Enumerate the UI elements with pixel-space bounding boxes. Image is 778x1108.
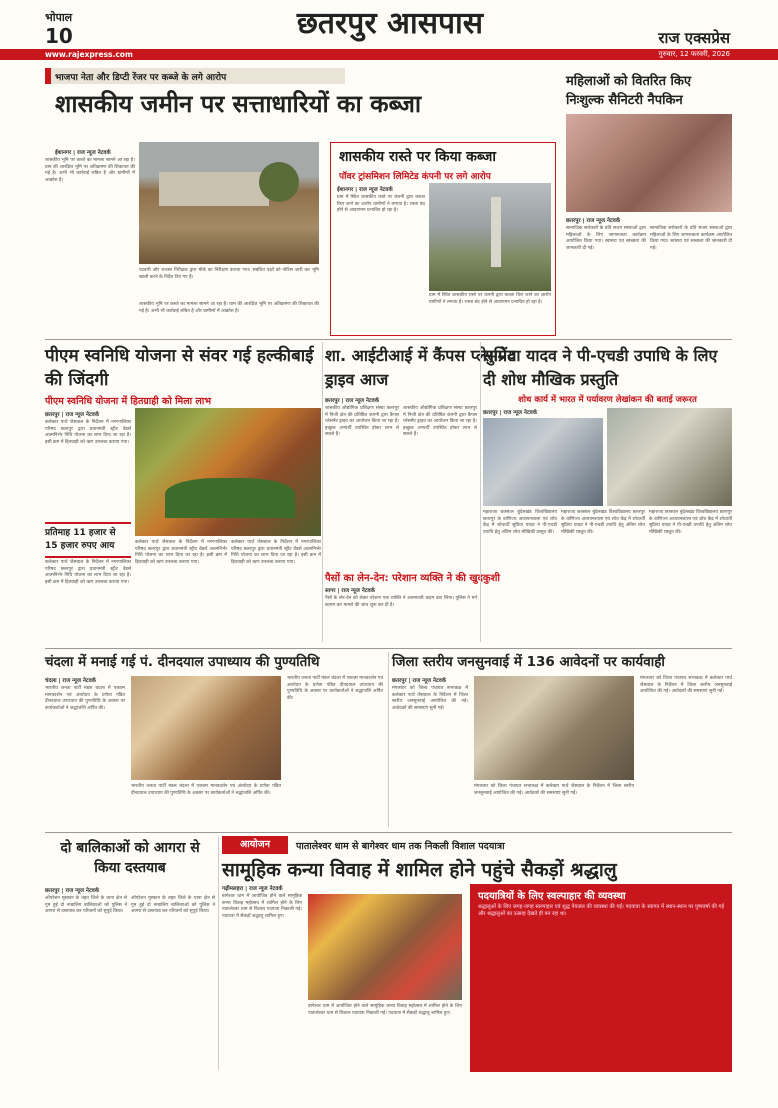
women-byline: छतरपुर | राज न्यूज नेटवर्क (566, 218, 621, 224)
phd-body: महाराजा छत्रसाल बुंदेलखंड विश्वविद्यालय छतरपुर के वाणिज्य अध्ययनशाला एवं शोध केंद्र में शोधार्थी सुप्रिया यादव ने पी-एचडी उपाधि हेतु अंतिम शोध मौखिकी प्रस्तुत की। (483, 510, 557, 535)
lead-kicker (45, 68, 345, 84)
tower-shape (491, 197, 501, 267)
iti-body: शासकीय औद्योगिक प्रशिक्षण संस्था छतरपुर में निजी क्षेत्र की प्रतिष्ठित कंपनी द्वारा कैंपस प्लेसमेंट ड्राइव का आयोजन किया जा रहा है। इच्छुक अभ्यर्थी उपस्थित होकर लाभ ले सकते हैं। (325, 406, 399, 438)
page-number: 10 (45, 24, 73, 48)
svanidhi-body-2: कलेक्टर पार्थ जैसवाल के निर्देशन में नगरपालिका परिषद छतरपुर द्वारा प्रधानमंत्री स्ट्रीट वेंडर्स आत्मनिर्भर निधि योजना का लाभ दिया जा रहा है। इसी क्रम में हितग्राही को ऋण उपलब्ध कराया गया। (45, 560, 131, 585)
marriage-byline: गढ़ीमलहरा | राज न्यूज नेटवर्क (222, 886, 283, 892)
svanidhi-body: कलेक्टर पार्थ जैसवाल के निर्देशन में नगरपालिका परिषद छतरपुर द्वारा प्रधानमंत्री स्ट्रीट वेंडर्स आत्मनिर्भर निधि योजना का लाभ दिया जा रहा है। इसी क्रम में हितग्राही को ऋण उपलब्ध कराया गया। (45, 420, 131, 445)
marriage-headline: सामूहिक कन्या विवाह में शामिल होने पहुंचे सैकड़ों श्रद्धालु (222, 859, 617, 881)
paper-name: राज एक्सप्रेस (658, 29, 730, 47)
website-link[interactable]: www.rajexpress.com (45, 50, 133, 59)
agra-body-2: ऑपरेशन मुस्कान के तहत जिले के थाना क्षेत्र से गुम हुई दो नाबालिग बालिकाओं को पुलिस ने आगरा से दस्तयाब कर परिजनों को सुपुर्द किया। (131, 896, 215, 915)
vegetable-pile (165, 478, 295, 518)
divider-2 (45, 648, 732, 649)
col-rule-1 (322, 342, 323, 642)
deendayal-headline: चंदला में मनाई गई पं. दीनदयाल उपाध्याय की पुण्यतिथि (45, 654, 320, 670)
phd-body-2: महाराजा छत्रसाल बुंदेलखंड विश्वविद्यालय छतरपुर के वाणिज्य अध्ययनशाला एवं शोध केंद्र में शोधार्थी सुप्रिया यादव ने पी-एचडी उपाधि हेतु अंतिम शोध मौखिकी प्रस्तुत की। (561, 510, 645, 535)
inset-body: ग्राम में स्थित शासकीय रास्ते पर कंपनी द्वारा कब्जा किए जाने का आरोप ग्रामीणों ने लगाया है। रास्ता बंद होने से आवागमन प्रभावित हो रहा है। (337, 195, 425, 214)
issue-date: गुरुवार, 12 फरवरी, 2026 (658, 50, 730, 58)
deendayal-body: भारतीय जनता पार्टी मंडल चंदला में एकात्म मानवदर्शन एवं अंत्योदय के प्रणेता पंडित दीनदयाल उपाध्याय की पुण्यतिथि के अवसर पर कार्यकर्ताओं ने श्रद्धांजलि अर्पित की। (45, 686, 125, 711)
hearing-body: मंगलवार को जिला पंचायत सभाकक्ष में कलेक्टर पार्थ जैसवाल के निर्देशन में जिला स्तरीय जनसुनवाई आयोजित की गई। आवेदकों की समस्याएं सुनी गईं। (392, 686, 468, 711)
hearing-photo (474, 676, 634, 780)
women-body-2: सामाजिक सरोकारों के प्रति सजग संस्थाओं द्वारा महिलाओं के लिए जागरूकता कार्यक्रम आयोजित किया गया। स्वास्थ्य एवं स्वच्छता की जानकारी दी गई। (650, 226, 732, 251)
hearing-body-3: मंगलवार को जिला पंचायत सभाकक्ष में कलेक्टर पार्थ जैसवाल के निर्देशन में जिला स्तरीय जनसुनवाई आयोजित की गई। आवेदकों की समस्याएं सुनी गईं। (640, 676, 732, 695)
padyatra-box-title: पदयात्रियों के लिए स्वल्पाहार की व्यवस्था (478, 891, 626, 902)
deendayal-photo (131, 676, 281, 780)
svanidhi-photo (135, 408, 321, 536)
phd-subhead: शोध कार्य में भारत में पर्यावरण लेखांकन की बताई जरूरत (518, 395, 697, 405)
hearing-byline: छतरपुर | राज न्यूज नेटवर्क (392, 678, 447, 684)
svanidhi-body-3: कलेक्टर पार्थ जैसवाल के निर्देशन में नगरपालिका परिषद छतरपुर द्वारा प्रधानमंत्री स्ट्रीट वेंडर्स आत्मनिर्भर निधि योजना का लाभ दिया जा रहा है। इसी क्रम में हितग्राही को ऋण उपलब्ध कराया गया। (135, 540, 227, 565)
women-headline: महिलाओं को वितरित किए निःशुल्क सैनिटरी नैपकिन (566, 74, 692, 108)
svanidhi-subhead: पीएम स्वनिधि योजना में हितग्राही को मिला लाभ (45, 396, 212, 407)
col-rule-3 (388, 652, 389, 827)
marriage-story (222, 836, 732, 1072)
iti-headline: शा. आईटीआई में कैंपस प्लेसमेंट ड्राइव आज (325, 346, 516, 389)
divider-3 (45, 832, 732, 833)
iti-byline: छतरपुर | राज न्यूज नेटवर्क (325, 398, 380, 404)
lead-kicker-text: भाजपा नेता और डिप्टी रेंजर पर कब्जे के लगे आरोप (55, 73, 227, 83)
inset-story (330, 142, 556, 336)
col-rule-2 (480, 342, 481, 642)
padyatra-box-body: श्रद्धालुओं के लिए जगह-जगह स्वल्पाहार एवं शुद्ध पेयजल की व्यवस्था की गई। पदयात्रा के स्वागत में स्थान-स्थान पर पुष्पवर्षा की गई और श्रद्धालुओं का उत्साह देखते ही बन रहा था। (478, 904, 724, 918)
masthead (0, 0, 778, 64)
marriage-body: बागेश्वर धाम में आयोजित होने वाले सामूहिक कन्या विवाह महोत्सव में शामिल होने के लिए पातालेश्वर धाम से विशाल पदयात्रा निकाली गई। पदयात्रा में सैकड़ों श्रद्धालु शामिल हुए। (222, 894, 302, 919)
women-story (562, 66, 732, 338)
lead-body-3: शासकीय भूमि पर कब्जे का मामला सामने आ रहा है। ग्राम की आरक्षित भूमि पर अतिक्रमण की शिकायत की गई है। अभी भी कार्रवाई लंबित है और ग्रामीणों में आक्रोश है। (139, 302, 319, 314)
deendayal-body-2: भारतीय जनता पार्टी मंडल चंदला में एकात्म मानवदर्शन एवं अंत्योदय के प्रणेता पंडित दीनदयाल उपाध्याय की पुण्यतिथि के अवसर पर कार्यकर्ताओं ने श्रद्धांजलि अर्पित की। (131, 784, 281, 796)
svanidhi-pullquote: प्रतिमाह 11 हजार से 15 हजार रुपए आय (45, 522, 131, 558)
svanidhi-headline: पीएम स्वनिधि योजना से संवर गई हल्कीबाई की जिंदगी (45, 346, 314, 390)
women-photo (566, 114, 732, 212)
inset-body-2: ग्राम में स्थित शासकीय रास्ते पर कंपनी द्वारा कब्जा किए जाने का आरोप ग्रामीणों ने लगाया है। रास्ता बंद होने से आवागमन प्रभावित हो रहा है। (429, 293, 551, 305)
phd-photo-1 (483, 418, 603, 506)
inset-photo (429, 183, 551, 291)
hearing-headline: जिला स्तरीय जनसुनवाई में 136 आवेदनों पर कार्यवाही (392, 654, 665, 670)
building-shape (159, 172, 269, 206)
col-rule-4 (218, 836, 219, 1070)
hearing-body-2: मंगलवार को जिला पंचायत सभाकक्ष में कलेक्टर पार्थ जैसवाल के निर्देशन में जिला स्तरीय जनसुनवाई आयोजित की गई। आवेदकों की समस्याएं सुनी गईं। (474, 784, 634, 796)
marriage-kicker: पातालेश्वर धाम से बागेश्वर धाम तक निकली विशाल पदयात्रा (296, 841, 505, 852)
lead-photo (139, 142, 319, 264)
deendayal-story (45, 652, 385, 830)
marriage-tag: आयोजन (222, 836, 288, 854)
phd-headline: सुप्रिया यादव ने पी-एचडी उपाधि के लिए दी शोध मौखिक प्रस्तुति (483, 346, 718, 389)
agra-body: ऑपरेशन मुस्कान के तहत जिले के थाना क्षेत्र से गुम हुई दो नाबालिग बालिकाओं को पुलिस ने आगरा से दस्तयाब कर परिजनों को सुपुर्द किया। (45, 896, 127, 915)
lead-headline: शासकीय जमीन पर सत्ताधारियों का कब्जा (55, 90, 422, 118)
lead-body-1: शासकीय भूमि पर कब्जे का मामला सामने आ रहा है। ग्राम की आरक्षित भूमि पर अतिक्रमण की शिकायत की गई है। अभी भी कार्रवाई लंबित है और ग्रामीणों में आक्रोश है। (45, 158, 135, 183)
inset-headline: शासकीय रास्ते पर किया कब्जा (339, 149, 496, 165)
marriage-body-2: बागेश्वर धाम में आयोजित होने वाले सामूहिक कन्या विवाह महोत्सव में शामिल होने के लिए पातालेश्वर धाम से विशाल पदयात्रा निकाली गई। पदयात्रा में सैकड़ों श्रद्धालु शामिल हुए। (308, 1004, 462, 1016)
agra-story (45, 836, 215, 1072)
agra-byline: छतरपुर | राज न्यूज नेटवर्क (45, 888, 100, 894)
page-title: छतरपुर आसपास (296, 6, 484, 41)
phd-body-3: महाराजा छत्रसाल बुंदेलखंड विश्वविद्यालय छतरपुर के वाणिज्य अध्ययनशाला एवं शोध केंद्र में शोधार्थी सुप्रिया यादव ने पी-एचडी उपाधि हेतु अंतिम शोध मौखिकी प्रस्तुत की। (649, 510, 732, 535)
svanidhi-body-4: कलेक्टर पार्थ जैसवाल के निर्देशन में नगरपालिका परिषद छतरपुर द्वारा प्रधानमंत्री स्ट्रीट वेंडर्स आत्मनिर्भर निधि योजना का लाभ दिया जा रहा है। इसी क्रम में हितग्राही को ऋण उपलब्ध कराया गया। (231, 540, 321, 565)
hearing-story (392, 652, 732, 830)
fraud-byline: सागर | राज न्यूज नेटवर्क (325, 588, 375, 594)
phd-photo-2 (607, 408, 732, 506)
marriage-photo (308, 894, 462, 1000)
fraud-headline: पैसों का लेन-देन: परेशान व्यक्ति ने की खुदकुशी (325, 573, 500, 584)
tree-shape (259, 162, 299, 202)
women-body: सामाजिक सरोकारों के प्रति सजग संस्थाओं द्वारा महिलाओं के लिए जागरूकता कार्यक्रम आयोजित किया गया। स्वास्थ्य एवं स्वच्छता की जानकारी दी गई। (566, 226, 646, 251)
deendayal-byline: चंदला | राज न्यूज नेटवर्क (45, 678, 96, 684)
agra-headline: दो बालिकाओं को आगरा से किया दस्तयाब (60, 840, 200, 876)
divider-1 (45, 339, 732, 340)
deendayal-body-3: भारतीय जनता पार्टी मंडल चंदला में एकात्म मानवदर्शन एवं अंत्योदय के प्रणेता पंडित दीनदयाल उपाध्याय की पुण्यतिथि के अवसर पर कार्यकर्ताओं ने श्रद्धांजलि अर्पित की। (287, 676, 383, 701)
lead-byline: ईशानगर | राज न्यूज नेटवर्क (55, 150, 111, 156)
city-label: भोपाल (45, 11, 73, 24)
padyatra-box (470, 884, 732, 1072)
lead-body-2: पटवारी और राजस्व निरीक्षक द्वारा मौके का निरीक्षण कराया गया। संबंधित पक्षों को नोटिस जारी कर भूमि खाली करने के निर्देश दिए गए हैं। (139, 268, 319, 280)
svanidhi-byline: छतरपुर | राज न्यूज नेटवर्क (45, 412, 100, 418)
inset-byline: ईशानगर | राज न्यूज नेटवर्क (337, 187, 393, 193)
iti-body-2: शासकीय औद्योगिक प्रशिक्षण संस्था छतरपुर में निजी क्षेत्र की प्रतिष्ठित कंपनी द्वारा कैंपस प्लेसमेंट ड्राइव का आयोजन किया जा रहा है। इच्छुक अभ्यर्थी उपस्थित होकर लाभ ले सकते हैं। (403, 406, 477, 438)
inset-subhead: पॉवर ट्रांसमिशन लिमिटेड कंपनी पर लगे आरोप (339, 172, 491, 182)
phd-byline: छतरपुर | राज न्यूज नेटवर्क (483, 410, 538, 416)
kicker-marker (45, 68, 51, 84)
fraud-body: पैसों के लेन-देन को लेकर परेशान एक व्यक्ति ने आत्मघाती कदम उठा लिया। पुलिस ने मर्ग कायम कर मामले की जांच शुरू कर दी है। (325, 596, 477, 608)
